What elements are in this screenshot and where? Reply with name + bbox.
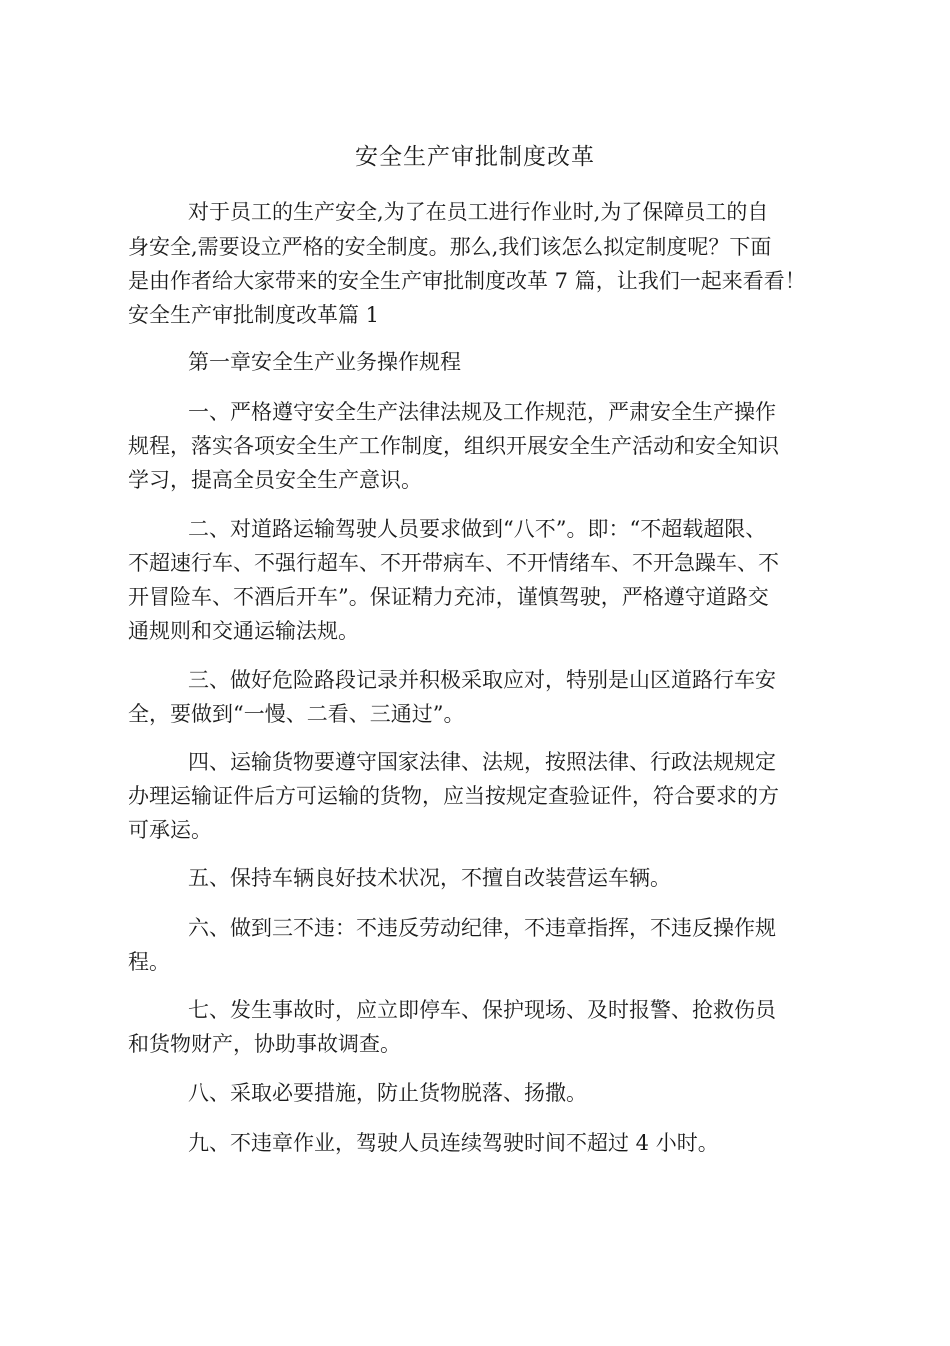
text-line: 可承运。 xyxy=(128,818,212,842)
text-line: 对于员工的生产安全,为了在员工进行作业时,为了保障员工的自 xyxy=(188,200,769,224)
text-line: 五、保持车辆良好技术状况，不擅自改装营运车辆。 xyxy=(188,866,671,890)
text-line: 三、做好危险路段记录并积极采取应对，特别是山区道路行车安 xyxy=(188,668,776,692)
text-line: 办理运输证件后方可运输的货物，应当按规定查验证件，符合要求的方 xyxy=(128,784,779,808)
text-line: 四、运输货物要遵守国家法律、法规，按照法律、行政法规规定 xyxy=(188,750,776,774)
chapter-heading: 第一章安全生产业务操作规程 xyxy=(188,350,461,374)
text-line: 开冒险车、不酒后开车”。保证精力充沛，谨慎驾驶，严格遵守道路交 xyxy=(128,585,769,609)
text-line: 一、严格遵守安全生产法律法规及工作规范，严肃安全生产操作 xyxy=(188,400,776,424)
text-line: 和货物财产，协助事故调查。 xyxy=(128,1032,401,1056)
text-line: 学习，提高全员安全生产意识。 xyxy=(128,468,422,492)
text-line: 不超速行车、不强行超车、不开带病车、不开情绪车、不开急躁车、不 xyxy=(128,551,779,575)
text-line: 全，要做到“一慢、二看、三通过”。 xyxy=(128,702,465,726)
text-line: 九、不违章作业，驾驶人员连续驾驶时间不超过 4 小时。 xyxy=(188,1131,719,1155)
text-line: 七、发生事故时，应立即停车、保护现场、及时报警、抢救伤员 xyxy=(188,998,776,1022)
text-line: 是由作者给大家带来的安全生产审批制度改革 7 篇，让我们一起来看看！ xyxy=(128,269,806,293)
section-heading: 安全生产审批制度改革篇 1 xyxy=(128,303,380,327)
text-line: 程。 xyxy=(128,950,170,974)
text-line: 通规则和交通运输法规。 xyxy=(128,619,359,643)
text-line: 身安全,需要设立严格的安全制度。那么,我们该怎么拟定制度呢？下面 xyxy=(128,235,772,259)
text-line: 八、采取必要措施，防止货物脱落、扬撒。 xyxy=(188,1081,587,1105)
document-title: 安全生产审批制度改革 xyxy=(355,144,595,170)
text-line: 二、对道路运输驾驶人员要求做到“八不”。即：“不超载超限、 xyxy=(188,517,767,541)
text-line: 规程，落实各项安全生产工作制度，组织开展安全生产活动和安全知识 xyxy=(128,434,779,458)
text-line: 六、做到三不违：不违反劳动纪律，不违章指挥，不违反操作规 xyxy=(188,916,776,940)
